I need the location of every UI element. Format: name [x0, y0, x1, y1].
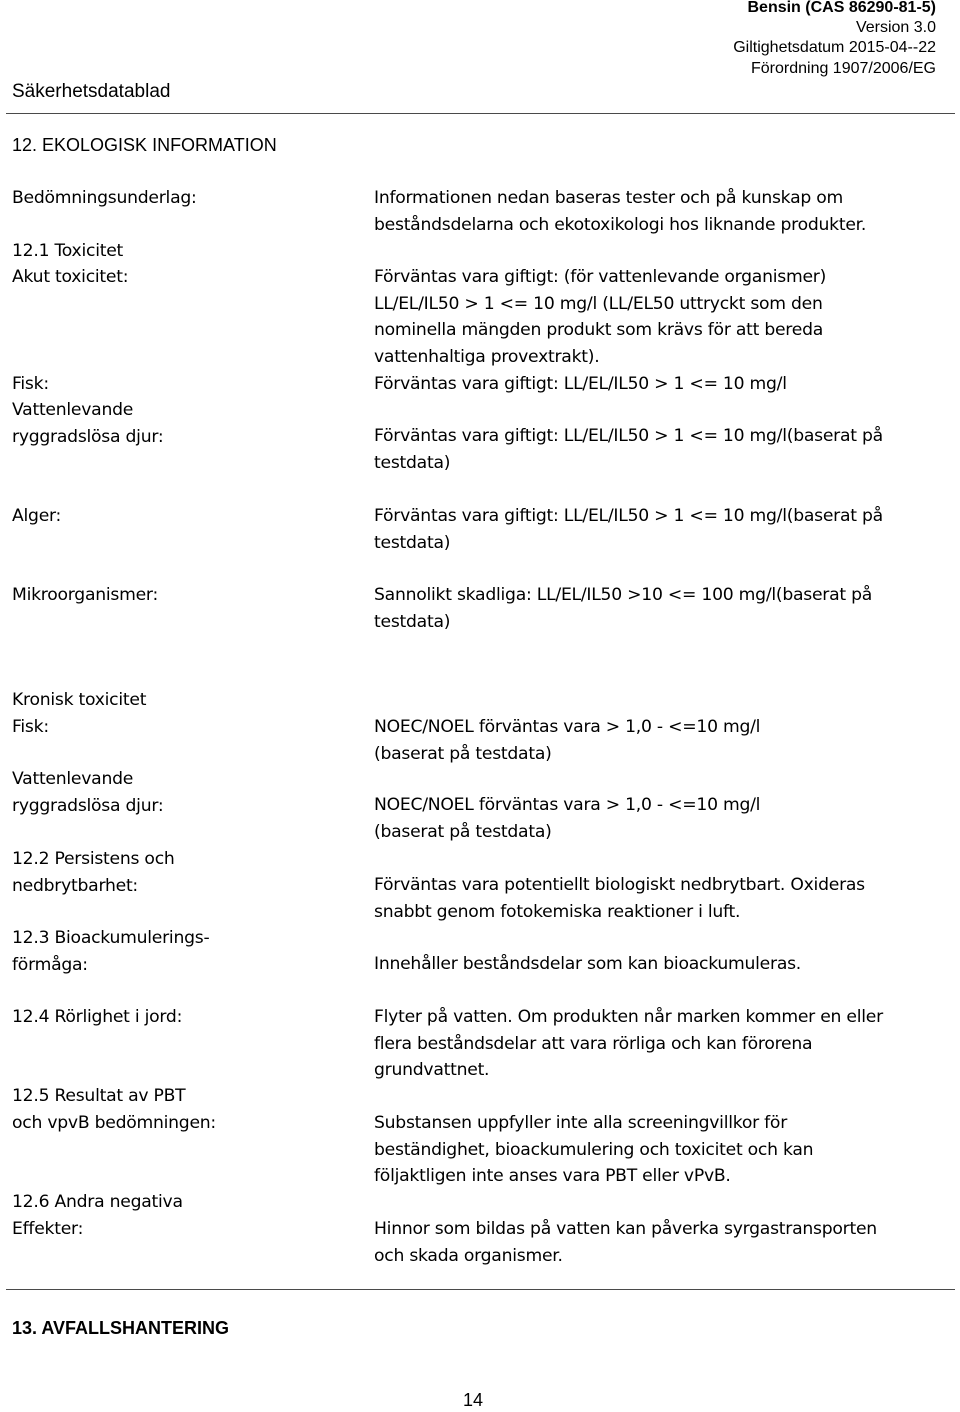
- invertebrates-label: Vattenlevande ryggradslösa djur:: [12, 400, 164, 447]
- pbt-text: Substansen uppfyller inte alla screeningvillkor för beständighet, bioackumulering och toxicitet och kan följaktligen inte anses vara PBT eller vPvB.: [374, 1113, 814, 1187]
- version-label: Version 3.0: [855, 19, 936, 36]
- bioaccumulation-text: Innehåller beståndsdelar som kan bioackumuleras.: [374, 954, 802, 974]
- pbt-label: 12.5 Resultat av PBT och vpvB bedömningen:: [12, 1086, 216, 1133]
- algae-text: Förväntas vara giftigt: LL/EL/IL50 > 1 <= 10 mg/l(baserat på testdata): [374, 506, 883, 553]
- microorganisms-label: Mikroorganismer:: [12, 585, 158, 605]
- section-divider: [6, 1289, 955, 1290]
- algae-label: Alger:: [12, 506, 62, 526]
- header-divider: [6, 113, 955, 114]
- fish-label: Fisk:: [12, 374, 49, 394]
- bioaccumulation-label: 12.3 Bioackumulerings- förmåga:: [12, 928, 210, 975]
- mobility-text: Flyter på vatten. Om produkten når marken kommer en eller flera beståndsdelar att vara rörliga och kan förorena grundvattnet.: [374, 1007, 883, 1081]
- regulation-label: Förordning 1907/2006/EG: [750, 60, 936, 77]
- validity-date: Giltighetsdatum 2015-04--22: [733, 39, 936, 56]
- page-number: 14: [463, 1390, 484, 1410]
- mobility-label: 12.4 Rörlighet i jord:: [12, 1007, 183, 1027]
- chronic-toxicity-heading: Kronisk toxicitet: [12, 690, 147, 710]
- persistence-label: 12.2 Persistens och nedbrytbarhet:: [12, 849, 175, 896]
- chronic-fish-label: Fisk:: [12, 717, 49, 737]
- acute-toxicity-label: Akut toxicitet:: [12, 267, 129, 287]
- basis-text: Informationen nedan baseras tester och på kunskap om beståndsdelarna och ekotoxikologi hos liknande produkter.: [374, 188, 867, 235]
- basis-label: Bedömningsunderlag:: [12, 188, 197, 208]
- invertebrates-text: Förväntas vara giftigt: LL/EL/IL50 > 1 <= 10 mg/l(baserat på testdata): [374, 426, 883, 473]
- document-title: Säkerhetsdatablad: [12, 81, 171, 102]
- product-name: Bensin (CAS 86290-81-5): [747, 0, 936, 16]
- persistence-text: Förväntas vara potentiellt biologiskt nedbrytbart. Oxideras snabbt genom fotokemiska reaktioner i luft.: [374, 875, 865, 922]
- other-effects-text: Hinnor som bildas på vatten kan påverka syrgastransporten och skada organismer.: [374, 1219, 877, 1266]
- toxicity-heading: 12.1 Toxicitet: [12, 241, 124, 261]
- chronic-invertebrates-text: NOEC/NOEL förväntas vara > 1,0 - <=10 mg/l (baserat på testdata): [374, 795, 761, 842]
- acute-toxicity-text: Förväntas vara giftigt: (för vattenlevande organismer) LL/EL/IL50 > 1 <= 10 mg/l (LL/EL50 uttryckt som den nominella mängden produkt som krävs för att bereda vattenhaltiga provextrakt).: [374, 267, 827, 367]
- section-13-heading: 13. AVFALLSHANTERING: [12, 1318, 230, 1338]
- chronic-invertebrates-label: Vattenlevande ryggradslösa djur:: [12, 769, 164, 816]
- fish-text: Förväntas vara giftigt: LL/EL/IL50 > 1 <= 10 mg/l: [374, 374, 787, 394]
- other-effects-label: 12.6 Andra negativa Effekter:: [12, 1192, 183, 1239]
- chronic-fish-text: NOEC/NOEL förväntas vara > 1,0 - <=10 mg/l (baserat på testdata): [374, 717, 761, 764]
- microorganisms-text: Sannolikt skadliga: LL/EL/IL50 >10 <= 100 mg/l(baserat på testdata): [374, 585, 873, 632]
- section-12-heading: 12. EKOLOGISK INFORMATION: [12, 135, 277, 155]
